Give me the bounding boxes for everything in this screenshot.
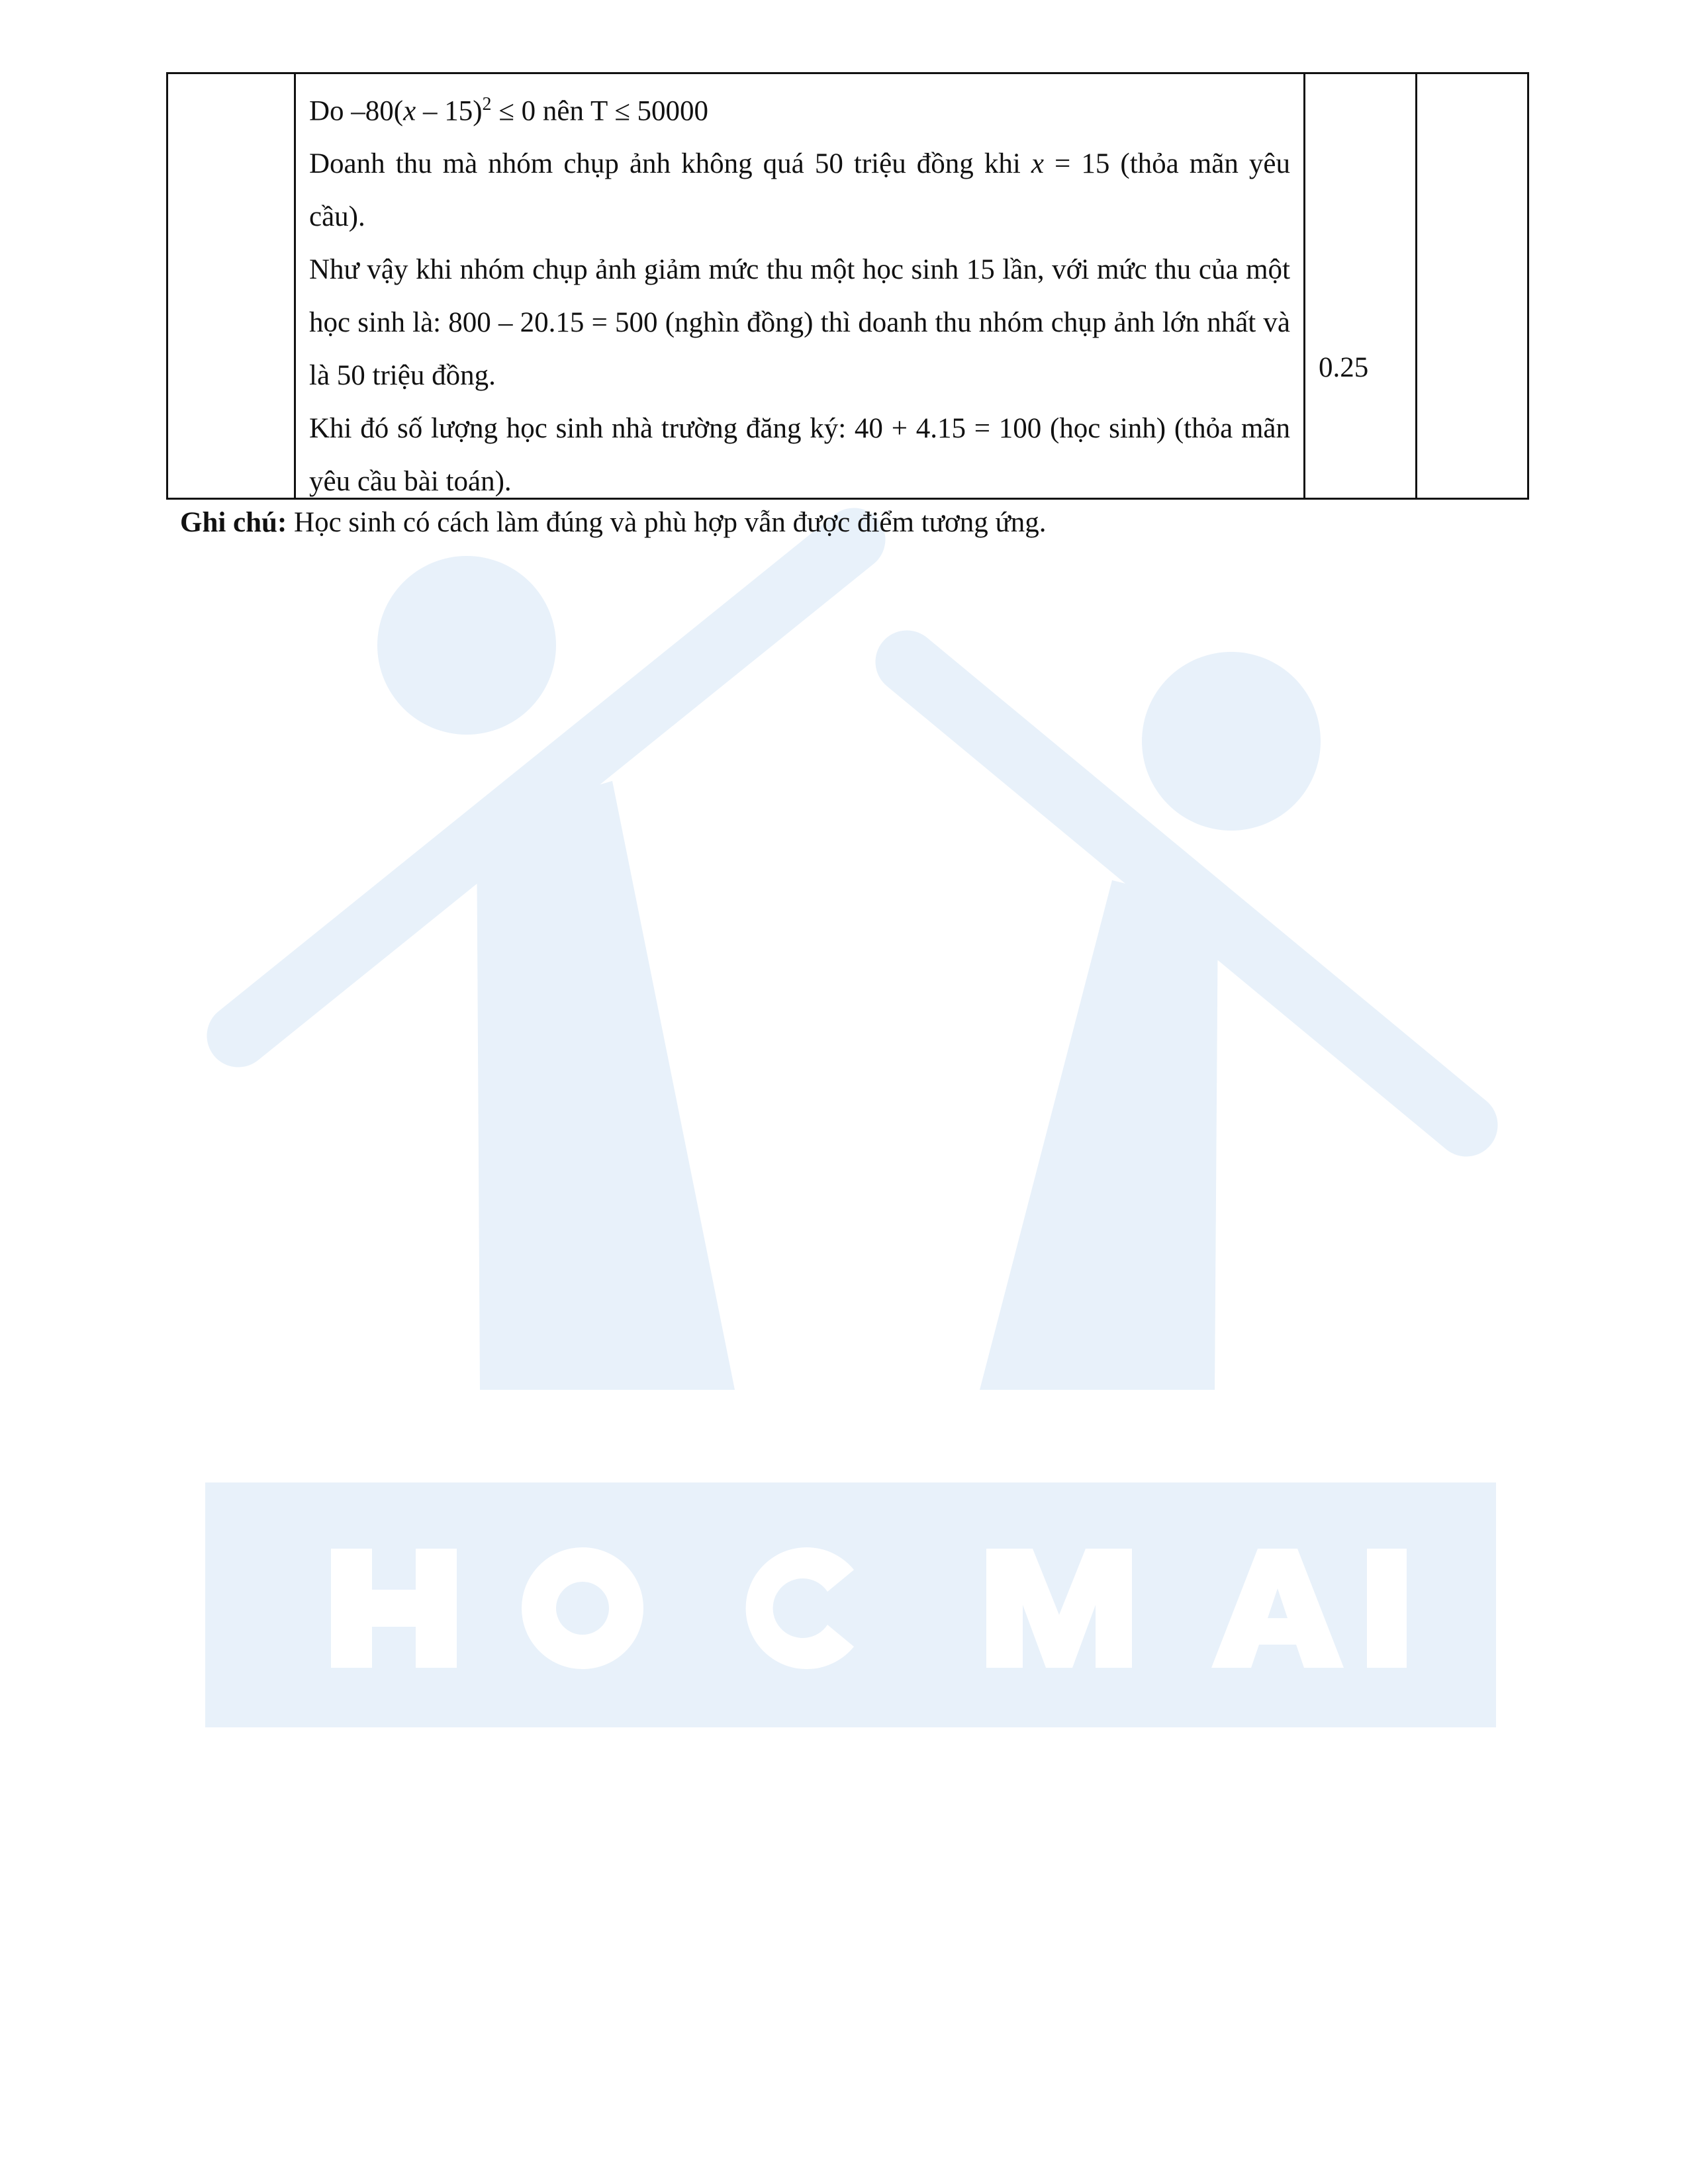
note-text: Học sinh có cách làm đúng và phù hợp vẫn được điểm tương ứng.	[287, 507, 1047, 538]
watermark-text: HOCMAI	[0, 0, 3, 1]
solution-cell	[295, 73, 1305, 499]
points-value: 0.25	[1319, 352, 1369, 383]
grading-table	[166, 72, 1529, 500]
question-cell	[167, 73, 295, 499]
solution-line-inequality: Do –80(x – 15)$^2$ ≤ 0 nên T ≤ 50000	[309, 94, 709, 127]
solution-paragraph-students: Khi đó số lượng học sinh nhà trường đăng ký: 40 + 4.15 = 100 (học sinh) (thỏa mãn yêu cầu bài toán).	[309, 413, 1290, 498]
table-row	[167, 73, 1528, 499]
solution-paragraph-revenue: Doanh thu mà nhóm chụp ảnh không quá 50 triệu đồng khi x = 15 (thỏa mãn yêu cầu).	[309, 148, 1290, 233]
grading-note	[180, 496, 1047, 549]
points-cell	[1305, 73, 1417, 499]
solution-paragraph-price: Như vậy khi nhóm chụp ảnh giảm mức thu một học sinh 15 lần, với mức thu của một học sinh là: 800 – 20.15 = 500 (nghìn đồng) thì doanh thu nhóm chụp ảnh lớn nhất và là 50 triệu đồng.	[309, 254, 1290, 392]
empty-cell	[1417, 73, 1528, 499]
note-label: Ghi chú:	[180, 507, 287, 538]
